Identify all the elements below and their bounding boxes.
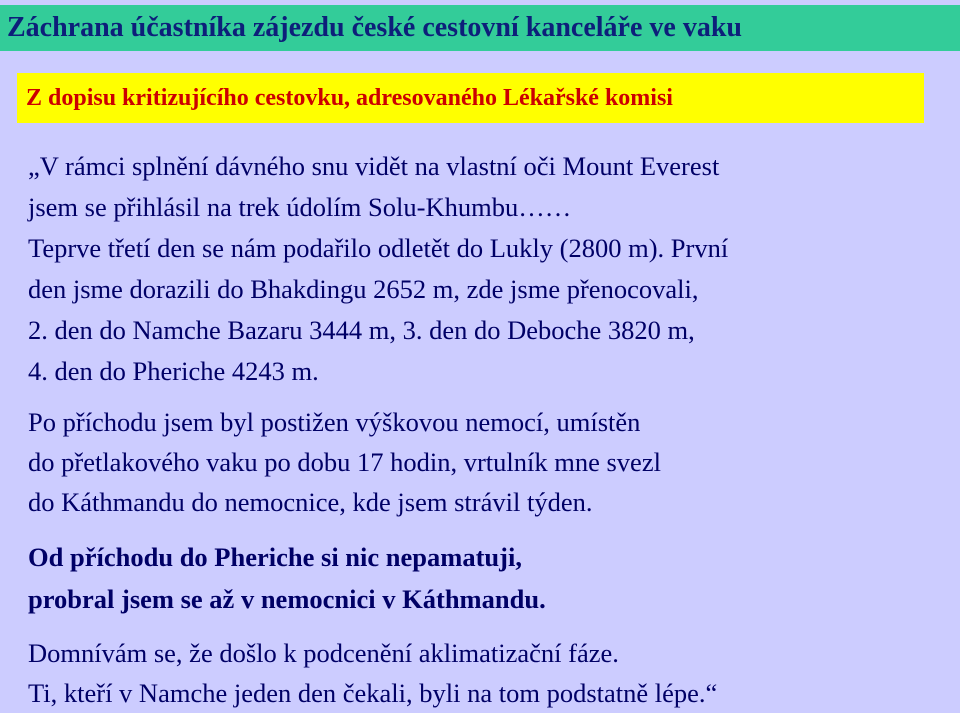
text-line: Ti, kteří v Namche jeden den čekali, byli na tom podstatně lépe.“ (28, 678, 718, 708)
paragraph-memory-loss (28, 536, 546, 620)
text-line: do Káthmandu do nemocnice, kde jsem strávil týden. (28, 487, 593, 517)
subtitle: Z dopisu kritizujícího cestovku, adresovaného Lékařské komisi (17, 73, 924, 123)
text-line: „V rámci splnění dávného snu vidět na vlastní oči Mount Everest (28, 151, 720, 181)
text-line: 2. den do Namche Bazaru 3444 m, 3. den do Deboche 3820 m, (28, 315, 695, 345)
text-line: Domnívám se, že došlo k podcenění aklimatizační fáze. (28, 638, 619, 668)
paragraph-trek-itinerary (28, 146, 728, 392)
text-line: probral jsem se až v nemocnici v Káthmandu. (28, 584, 546, 614)
text-line: 4. den do Pheriche 4243 m. (28, 356, 319, 386)
text-line: den jsme dorazili do Bhakdingu 2652 m, zde jsme přenocovali, (28, 274, 699, 304)
text-line: Po příchodu jsem byl postižen výškovou nemocí, umístěn (28, 407, 641, 437)
text-line: Teprve třetí den se nám podařilo odletět do Lukly (2800 m). První (28, 233, 729, 263)
text-line: jsem se přihlásil na trek údolím Solu-Khumbu…… (28, 192, 572, 222)
page-title: Záchrana účastníka zájezdu české cestovní kanceláře ve vaku (0, 5, 960, 51)
paragraph-altitude-sickness (28, 402, 661, 522)
text-line: Od příchodu do Pheriche si nic nepamatuji, (28, 542, 522, 572)
text-line: do přetlakového vaku po dobu 17 hodin, vrtulník mne svezl (28, 447, 661, 477)
paragraph-conclusion (28, 633, 717, 713)
